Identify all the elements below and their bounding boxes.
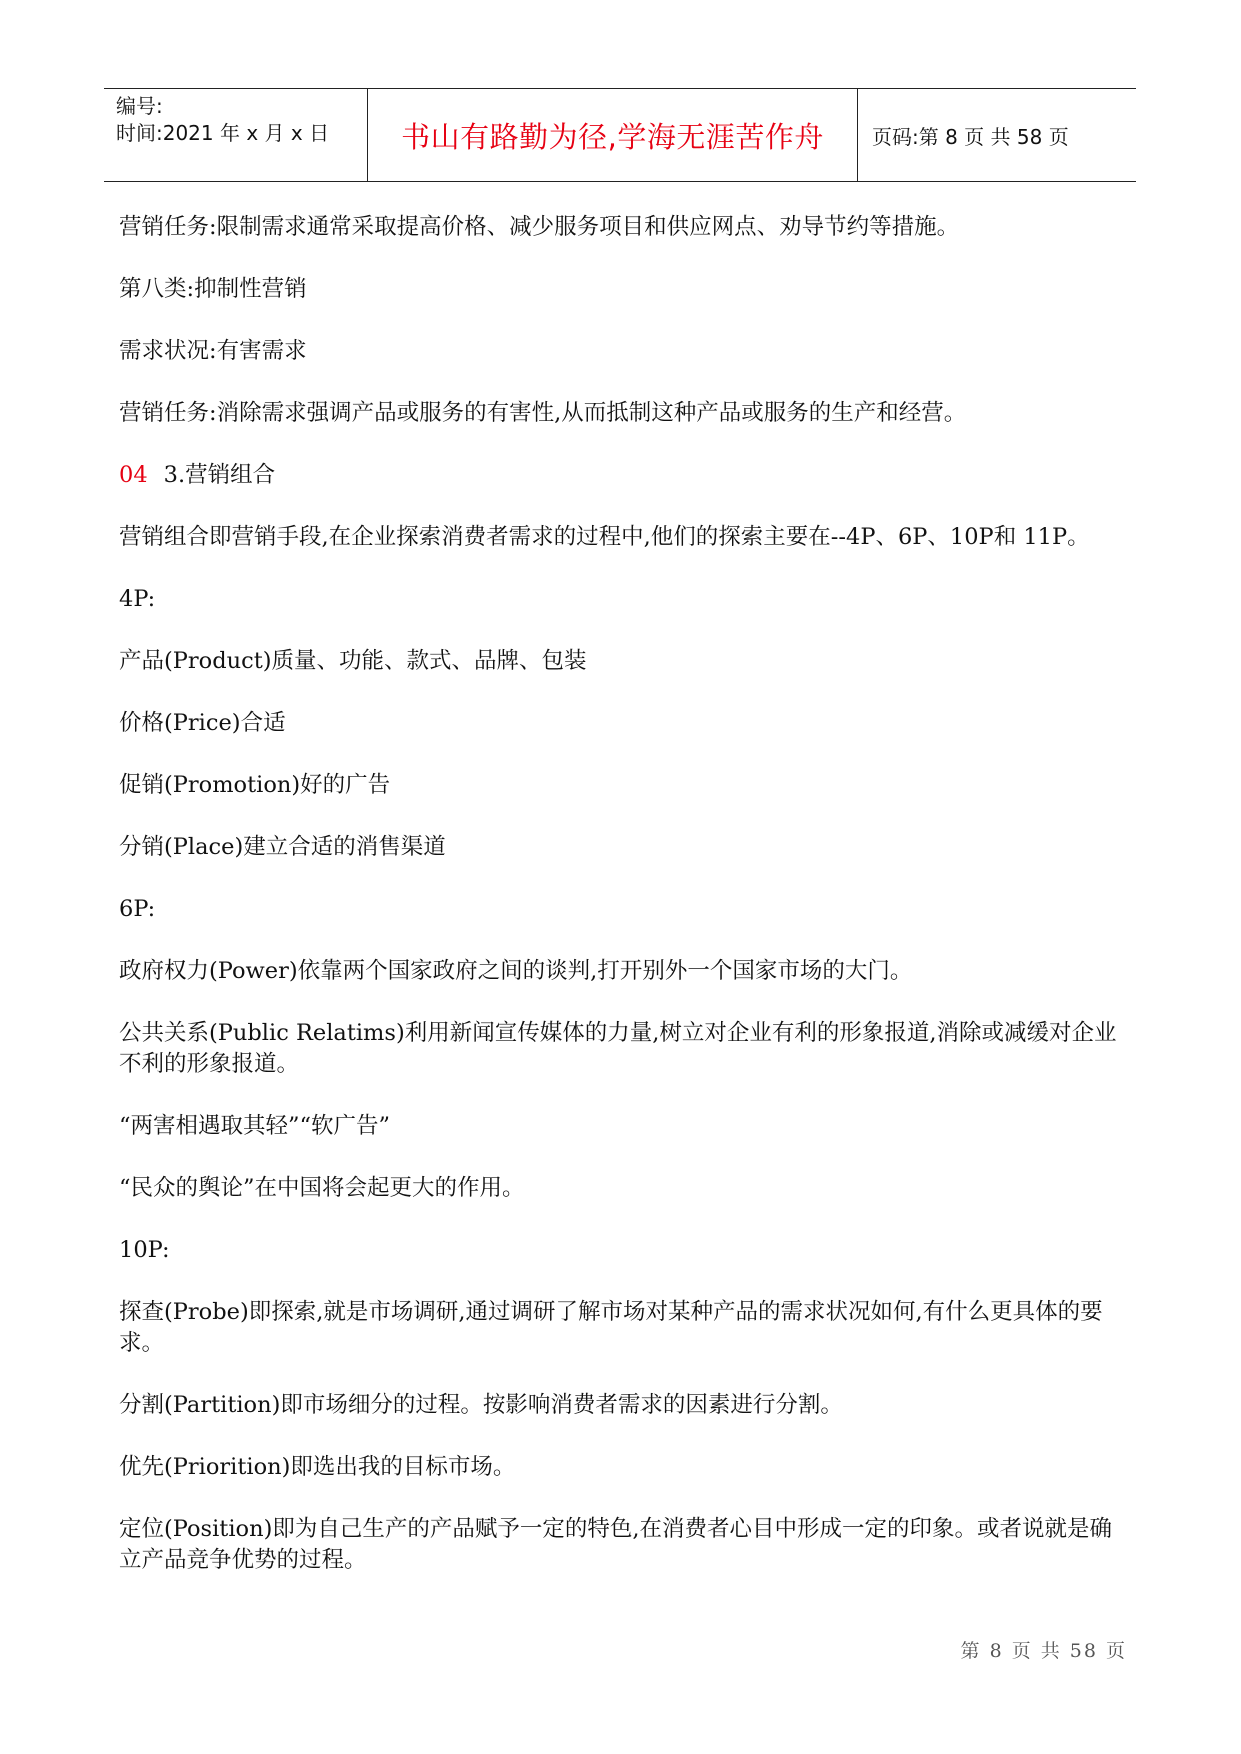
- header-info: [104, 89, 368, 181]
- document-time-label: 时间:2021 年 x 月 x 日: [116, 121, 330, 145]
- paragraph: 分销(Place)建立合适的消售渠道: [119, 834, 446, 860]
- paragraph: 4P:: [119, 586, 156, 612]
- paragraph: 需求状况:有害需求: [119, 338, 307, 364]
- header-motto: 书山有路勤为径,学海无涯苦作舟: [368, 89, 858, 181]
- paragraph: 分割(Partition)即市场细分的过程。按影响消费者需求的因素进行分割。: [119, 1392, 843, 1418]
- document-body: [119, 212, 1129, 1607]
- page-footer: 第 8 页 共 58 页: [960, 1640, 1127, 1662]
- paragraph: 政府权力(Power)依靠两个国家政府之间的谈判,打开别外一个国家市场的大门。: [119, 958, 913, 984]
- paragraph: 定位(Position)即为自己生产的产品赋予一定的特色,在消费者心目中形成一定的印象。或者说就是确立产品竞争优势的过程。: [119, 1516, 1113, 1573]
- paragraph: “民众的舆论”在中国将会起更大的作用。: [119, 1175, 525, 1201]
- paragraph: 6P:: [119, 896, 156, 922]
- paragraph: 价格(Price)合适: [119, 710, 286, 736]
- section-title: 3.营销组合: [163, 462, 276, 488]
- paragraph: 产品(Product)质量、功能、款式、品牌、包装: [119, 648, 587, 674]
- paragraph: 探查(Probe)即探索,就是市场调研,通过调研了解市场对某种产品的需求状况如何,有什么更具体的要求。: [119, 1299, 1103, 1356]
- page-header: [104, 88, 1136, 182]
- paragraph: 营销组合即营销手段,在企业探索消费者需求的过程中,他们的探索主要在--4P、6P、10P和 11P。: [119, 524, 1090, 550]
- document-number-label: 编号:: [116, 94, 163, 118]
- section-number: 04: [119, 462, 148, 488]
- paragraph: 促销(Promotion)好的广告: [119, 772, 391, 798]
- paragraph: 营销任务:消除需求强调产品或服务的有害性,从而抵制这种产品或服务的生产和经营。: [119, 400, 967, 426]
- paragraph: “两害相遇取其轻”“软广告”: [119, 1113, 391, 1139]
- paragraph: 第八类:抑制性营销: [119, 276, 307, 302]
- paragraph: 公共关系(Public Relatims)利用新闻宣传媒体的力量,树立对企业有利的形象报道,消除或减缓对企业不利的形象报道。: [119, 1020, 1117, 1077]
- header-page-label: 页码:第 8 页 共 58 页: [872, 124, 1069, 149]
- section-heading: [119, 460, 1129, 491]
- paragraph: 营销任务:限制需求通常采取提高价格、减少服务项目和供应网点、劝导节约等措施。: [119, 214, 960, 240]
- paragraph: 优先(Priorition)即选出我的目标市场。: [119, 1454, 516, 1480]
- paragraph: 10P:: [119, 1237, 170, 1263]
